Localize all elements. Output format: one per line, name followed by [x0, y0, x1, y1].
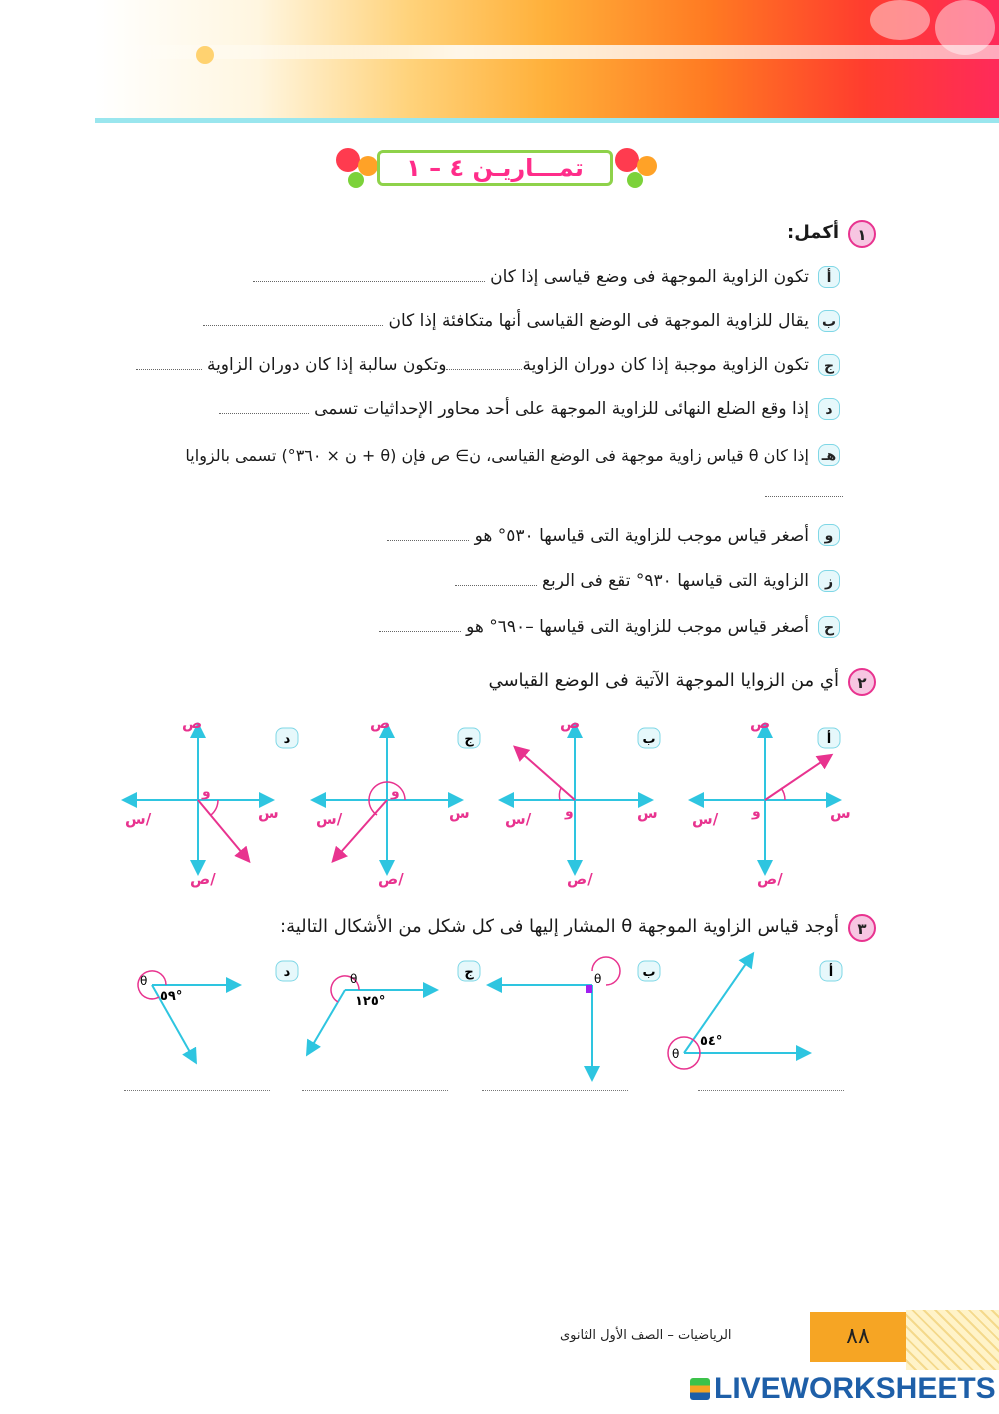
banner-bubble — [935, 0, 995, 55]
item-text: تكون الزاوية الموجهة فى وضع قياسى إذا كان — [253, 267, 809, 287]
answer-blank[interactable] — [219, 401, 309, 414]
svg-text:١٢٥°: ١٢٥° — [355, 994, 386, 1009]
x-neg-label: س/ — [692, 810, 719, 828]
figure-c — [314, 714, 480, 888]
banner-glow — [95, 45, 999, 59]
answer-blank[interactable] — [698, 1090, 844, 1091]
svg-text:θ: θ — [350, 972, 358, 986]
svg-text:س/: س/ — [316, 810, 343, 828]
answer-blank[interactable] — [136, 357, 202, 370]
figure-a — [668, 955, 842, 1069]
item-text: الزاوية التى قياسها ٩٣٠° تقع فى الربع — [455, 571, 809, 591]
svg-text:٥٩°: ٥٩° — [160, 989, 183, 1004]
svg-text:س/: س/ — [505, 810, 532, 828]
question-number: ١ — [848, 220, 876, 248]
item-badge: هـ — [818, 444, 840, 466]
item-badge: و — [818, 524, 840, 546]
angle-arc — [781, 788, 785, 800]
brand-text: LIVEWORKSHEETS — [714, 1372, 996, 1405]
svg-text:ص: ص — [560, 714, 581, 732]
question-number: ٢ — [848, 668, 876, 696]
gear-icon — [615, 148, 639, 172]
answer-blank[interactable] — [302, 1090, 448, 1091]
figure-d — [138, 961, 298, 1061]
svg-text:θ: θ — [594, 972, 602, 986]
svg-text:ص/: ص/ — [190, 870, 216, 888]
item-badge: أ — [818, 266, 840, 288]
svg-text:و: و — [565, 804, 574, 820]
figure-badge: ب — [642, 732, 656, 747]
svg-text:ص/: ص/ — [378, 870, 404, 888]
svg-text:θ: θ — [140, 974, 148, 988]
figure-badge: ج — [464, 732, 474, 747]
figure-badge: ب — [642, 965, 656, 980]
banner-bubble — [196, 46, 214, 64]
item-text: يقال للزاوية الموجهة فى الوضع القياسى أنها متكافئة إذا كان — [203, 311, 809, 331]
answer-blank[interactable] — [482, 1090, 628, 1091]
x-pos-label: س — [830, 804, 851, 822]
answer-blank[interactable] — [455, 573, 537, 586]
figure-badge: د — [283, 965, 291, 980]
answer-blank[interactable] — [446, 357, 522, 370]
q2-figures — [0, 700, 999, 900]
footer-decoration — [906, 1310, 999, 1370]
page-title: تمـــاريـن ٤ – ١ — [406, 154, 584, 182]
item-text: أصغر قياس موجب للزاوية التى قياسها –٦٩٠° هو — [379, 617, 809, 637]
item-badge: ح — [818, 616, 840, 638]
answer-blank[interactable] — [765, 496, 843, 497]
svg-text:و: و — [391, 784, 400, 800]
item-text: أصغر قياس موجب للزاوية التى قياسها ٥٣٠° هو — [387, 526, 809, 546]
banner-stripe — [95, 118, 999, 123]
figure-badge: أ — [826, 732, 832, 747]
svg-text:ص: ص — [370, 714, 391, 732]
svg-text:س: س — [449, 804, 470, 822]
book-title: الرياضيات – الصف الأول الثانوى — [560, 1328, 732, 1343]
figure-badge: د — [283, 732, 291, 747]
answer-blank[interactable] — [379, 619, 461, 632]
svg-text:θ: θ — [672, 1047, 680, 1061]
item-badge: ب — [818, 310, 840, 332]
answer-blank[interactable] — [387, 528, 469, 541]
item-badge: ز — [818, 570, 840, 592]
svg-text:س: س — [637, 804, 658, 822]
banner-bubble — [870, 0, 930, 40]
y-neg-label: ص/ — [757, 870, 783, 888]
question-heading: أوجد قياس الزاوية الموجهة θ المشار إليها فى كل شكل من الأشكال التالية: — [280, 916, 839, 937]
svg-text:و: و — [202, 784, 211, 800]
question-heading: أكمل: — [787, 222, 839, 243]
liveworksheets-logo-icon — [690, 1378, 710, 1400]
svg-text:ص/: ص/ — [567, 870, 593, 888]
gear-icon — [348, 172, 364, 188]
svg-text:ص: ص — [182, 714, 203, 732]
figure-b — [490, 957, 660, 1078]
figure-c — [308, 961, 480, 1053]
item-text: تكون الزاوية موجبة إذا كان دوران الزاويةوتكون سالبة إذا كان دوران الزاوية — [136, 355, 809, 375]
gear-icon — [627, 172, 643, 188]
y-pos-label: ص — [750, 714, 771, 732]
svg-text:س/: س/ — [125, 810, 152, 828]
figure-badge: أ — [828, 965, 834, 980]
answer-blank[interactable] — [203, 313, 383, 326]
figure-a — [692, 714, 851, 888]
page-number: ٨٨ — [810, 1312, 906, 1362]
q3-figures — [0, 945, 999, 1095]
item-text: إذا كان θ قياس زاوية موجهة فى الوضع القياسى، ن∋ ص فإن (θ + ن × ٣٦٠°) تسمى بالزوايا — [185, 446, 809, 465]
svg-text:٥٤°: ٥٤° — [700, 1034, 723, 1049]
origin-label: و — [752, 804, 761, 820]
terminal-ray — [765, 756, 830, 800]
figure-d — [125, 714, 298, 888]
item-text: إذا وقع الضلع النهائى للزاوية الموجهة على أحد محاور الإحداثيات تسمى — [219, 399, 809, 419]
figure-badge: ج — [464, 965, 474, 980]
header-banner — [95, 0, 999, 118]
gear-icon — [336, 148, 360, 172]
figure-b — [502, 714, 660, 888]
question-heading: أي من الزوايا الموجهة الآتية فى الوضع القياسي — [488, 670, 839, 691]
answer-blank[interactable] — [253, 269, 485, 282]
answer-blank[interactable] — [124, 1090, 270, 1091]
question-number: ٣ — [848, 914, 876, 942]
item-badge: د — [818, 398, 840, 420]
svg-text:س: س — [258, 804, 279, 822]
item-badge: ج — [818, 354, 840, 376]
